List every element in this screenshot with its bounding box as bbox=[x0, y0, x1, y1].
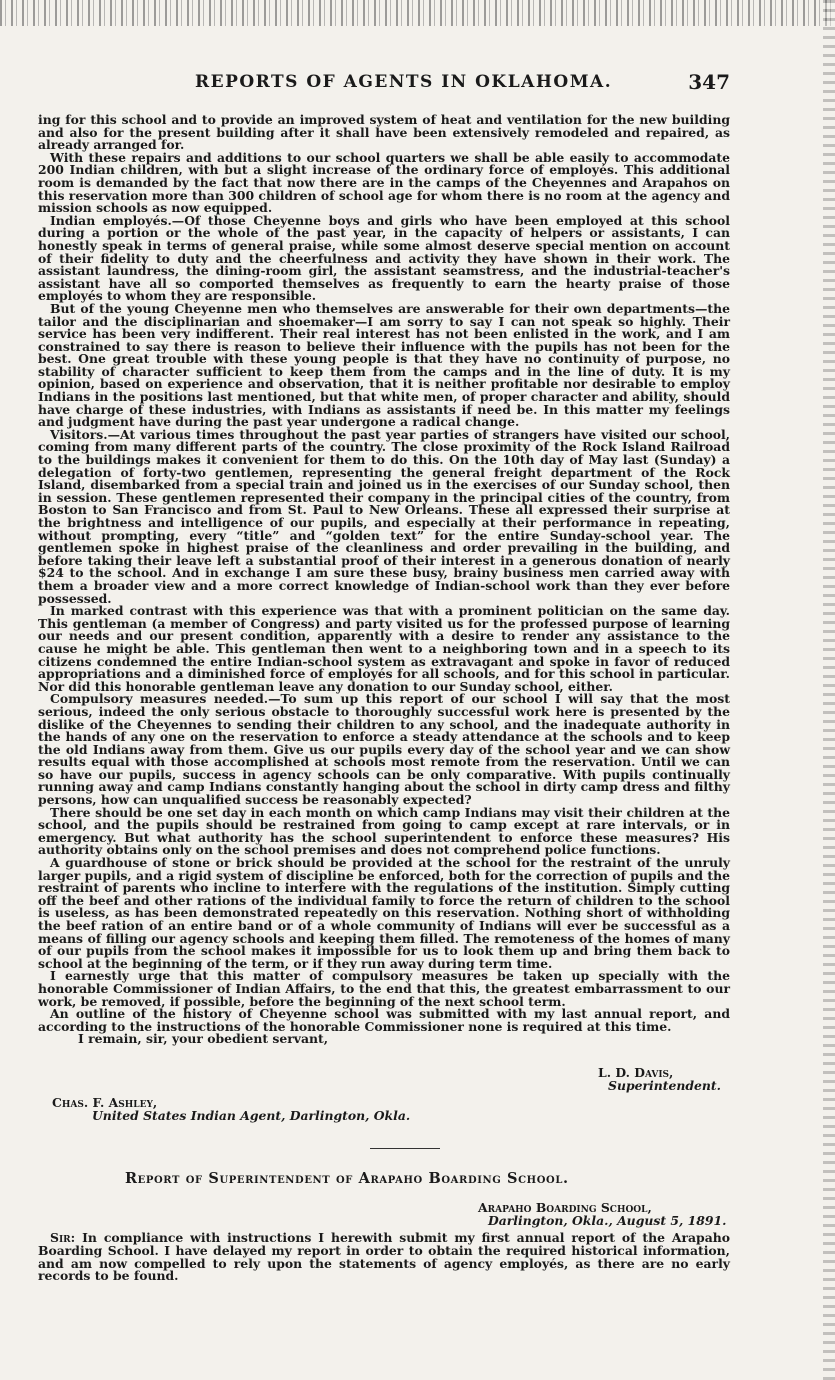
salutation: Sir: bbox=[50, 1230, 76, 1245]
closing-line: I remain, sir, your obedient servant, bbox=[78, 1031, 329, 1047]
dateline bbox=[478, 1201, 726, 1227]
paragraph: With these repairs and additions to our school quarters we shall be able easily to accommodate 200 Indian children, with but a slight increase of the ordinary force of employés. This additional room is demanded by the fact that now there are in the camps of the Cheyennes and Arapahos on this reservation more than 300 children of school age for whom there is no room at the agency and mission schools as now equipped. bbox=[38, 149, 730, 216]
page-number: 347 bbox=[688, 70, 730, 94]
paragraph-lead: Compulsory measures needed. bbox=[50, 691, 269, 707]
paragraph: ing for this school and to provide an improved system of heat and ventilation for the new building and also for the present building after it shall have been extensively remodeled and repaired, as already arranged for. bbox=[38, 112, 730, 153]
signature-block bbox=[598, 1066, 721, 1092]
dateline-place-date: Darlington, Okla., August 5, 1891. bbox=[488, 1213, 727, 1228]
paragraph: An outline of the history of Cheyenne school was submitted with my last annual report, and according to the instructions of the honorable Commissioner none is required at this time. bbox=[38, 1006, 730, 1034]
paragraph-lead: Visitors. bbox=[50, 426, 108, 442]
paragraph: A guardhouse of stone or brick should be provided at the school for the restraint of the unruly larger pupils, and a rigid system of discipline be enforced, both for the correction of pupils and the restraint of parents who incline to interfere with the regulations of the institution. Simply cutting off the beef and other rations of the individual family to force the return of children to the school is useless, as has been demonstrated repeatedly on this reservation. Nothing short of withholding the beef ration of an entire band or of a whole community of Indians will ever be successful as a means of filling our agency schools and keeping them filled. The remoteness of the homes of many of our pupils from the school makes it impossible for us to look them up and bring them back to school at the beginning of the term, or if they run away during term time. bbox=[38, 855, 730, 971]
opening-paragraph bbox=[38, 1232, 730, 1283]
paragraph: Visitors.—At various times throughout the past year parties of strangers have visited our school, coming from many different parts of the country. The close proximity of the Rock Island Railroad to the buildings makes it convenient for them to do this. On the 10th day of May last (Sunday) a delegation of forty-two gentlemen, representing the general freight department of the Rock Island, disembarked from a special train and joined us in the exercises of our Sunday school, then in session. These gentlemen represented their company in the principal cities of the country, from Boston to San Francisco and from St. Paul to New Orleans. These all expressed their surprise at the brightness and intelligence of our pupils, and especially at their performance in repeating, without prompting, every “title” and “golden text” for the entire Sunday-school year. The gentlemen spoke in highest praise of the cleanliness and order prevailing in the building, and before taking their leave left a substantial proof of their interest in a generous donation of nearly $24 to the school. And in exchange I am sure these busy, brainy business men carried away with them a broader view and a more correct knowledge of Indian-school work than they ever before possessed. bbox=[38, 426, 730, 606]
addressee-name: Chas. F. Ashley, bbox=[52, 1095, 158, 1110]
scan-edge-top bbox=[0, 0, 835, 26]
dateline-school: Arapaho Boarding School, bbox=[478, 1200, 652, 1215]
running-title: REPORTS OF AGENTS IN OKLAHOMA. bbox=[195, 72, 613, 92]
signature-role: Superintendent. bbox=[608, 1078, 721, 1093]
paragraph-lead: Indian employés. bbox=[50, 212, 172, 228]
paragraph: But of the young Cheyenne men who themselves are answerable for their own departments—the tailor and the disciplinarian and shoemaker—I am sorry to say I can not speak so highly. Their service has been very indifferent. Their real interest has not been enlisted in the work, and I am constrained to say there is reason to believe their influence with the pupils has not been for the best. One great trouble with these young people is that they have no continuity of purpose, no stability of character sufficient to keep them from the camps and in the line of duty. It is my opinion, based on experience and observation, that it is neither profitable nor desirable to employ Indians in the positions last mentioned, but that white men, of proper character and ability, should have charge of these industries, with Indians as assistants if need be. In this matter my feelings and judgment have during the past year undergone a radical change. bbox=[38, 300, 730, 430]
paragraph: I earnestly urge that this matter of compulsory measures be taken up specially with the honorable Commissioner of Indian Affairs, to the end that this, the greatest embarrassment to our work, be removed, if possible, before the beginning of the next school term. bbox=[38, 968, 730, 1009]
section-divider bbox=[370, 1148, 440, 1149]
signature-name: L. D. Davis, bbox=[598, 1065, 674, 1080]
scan-edge-right bbox=[823, 0, 835, 1380]
addressee-role: United States Indian Agent, Darlington, Okla. bbox=[92, 1108, 411, 1123]
addressee-block bbox=[52, 1096, 410, 1122]
paragraph: Indian employés.—Of those Cheyenne boys and girls who have been employed at this school during a portion or the whole of the past year, in the capacity of helpers or assistants, I can honestly speak in terms of general praise, while some almost deserve special mention on account of their fidelity to duty and the cheerfulness and activity they have shown in their work. The assistant laundress, the dining-room girl, the assistant seamstress, and the industrial-teacher's assistant have all so comported themselves as frequently to earn the hearty praise of those employés to whom they are responsible. bbox=[38, 212, 730, 304]
paragraph: In marked contrast with this experience was that with a prominent politician on the same day. This gentleman (a member of Congress) and party visited us for the professed purpose of learning our needs and our present condition, apparently with a desire to render any assistance to the cause he might be able. This gentleman then went to a neighboring town and in a speech to its citizens condemned the entire Indian-school system as extravagant and spoke in favor of reduced appropriations and a diminished force of employés for all schools, and for this school in particular. Nor did this honorable gentleman leave any donation to our Sunday school, either. bbox=[38, 603, 730, 694]
opening-text: In compliance with instructions I herewith submit my first annual report of the Arapaho Boarding School. I have delayed my report in order to obtain the required historical information, and am now compelled to rely upon the statements of agency employés, as there are no early records to be found. bbox=[38, 1230, 730, 1284]
paragraph: Compulsory measures needed.—To sum up this report of our school I will say that the most serious, indeed the only serious obstacle to thoroughly successful work here is presented by the dislike of the Cheyennes to sending their children to any school, and the inadequate authority in the hands of any one on the reservation to enforce a steady attendance at the schools and to keep the old Indians away from them. Give us our pupils every day of the school year and we can show results equal with those accomplished at schools most remote from the reservation. Until we can so have our pupils, success in agency schools can be only comparative. With pupils continually running away and camp Indians constantly hanging about the school in dirty camp dress and filthy persons, how can unqualified success be reasonably expected? bbox=[38, 691, 731, 808]
paragraph: There should be one set day in each month on which camp Indians may visit their children at the school, and the pupils should be restrained from going to camp except at rare intervals, or in emergency. But what authority has the school superintendent to enforce these measures? His authority obtains only on the school premises and does not comprehend police functions. bbox=[38, 804, 730, 858]
running-header bbox=[40, 70, 730, 100]
section-title: Report of Superintendent of Arapaho Boarding School. bbox=[125, 1170, 569, 1187]
report-body bbox=[38, 114, 730, 1046]
